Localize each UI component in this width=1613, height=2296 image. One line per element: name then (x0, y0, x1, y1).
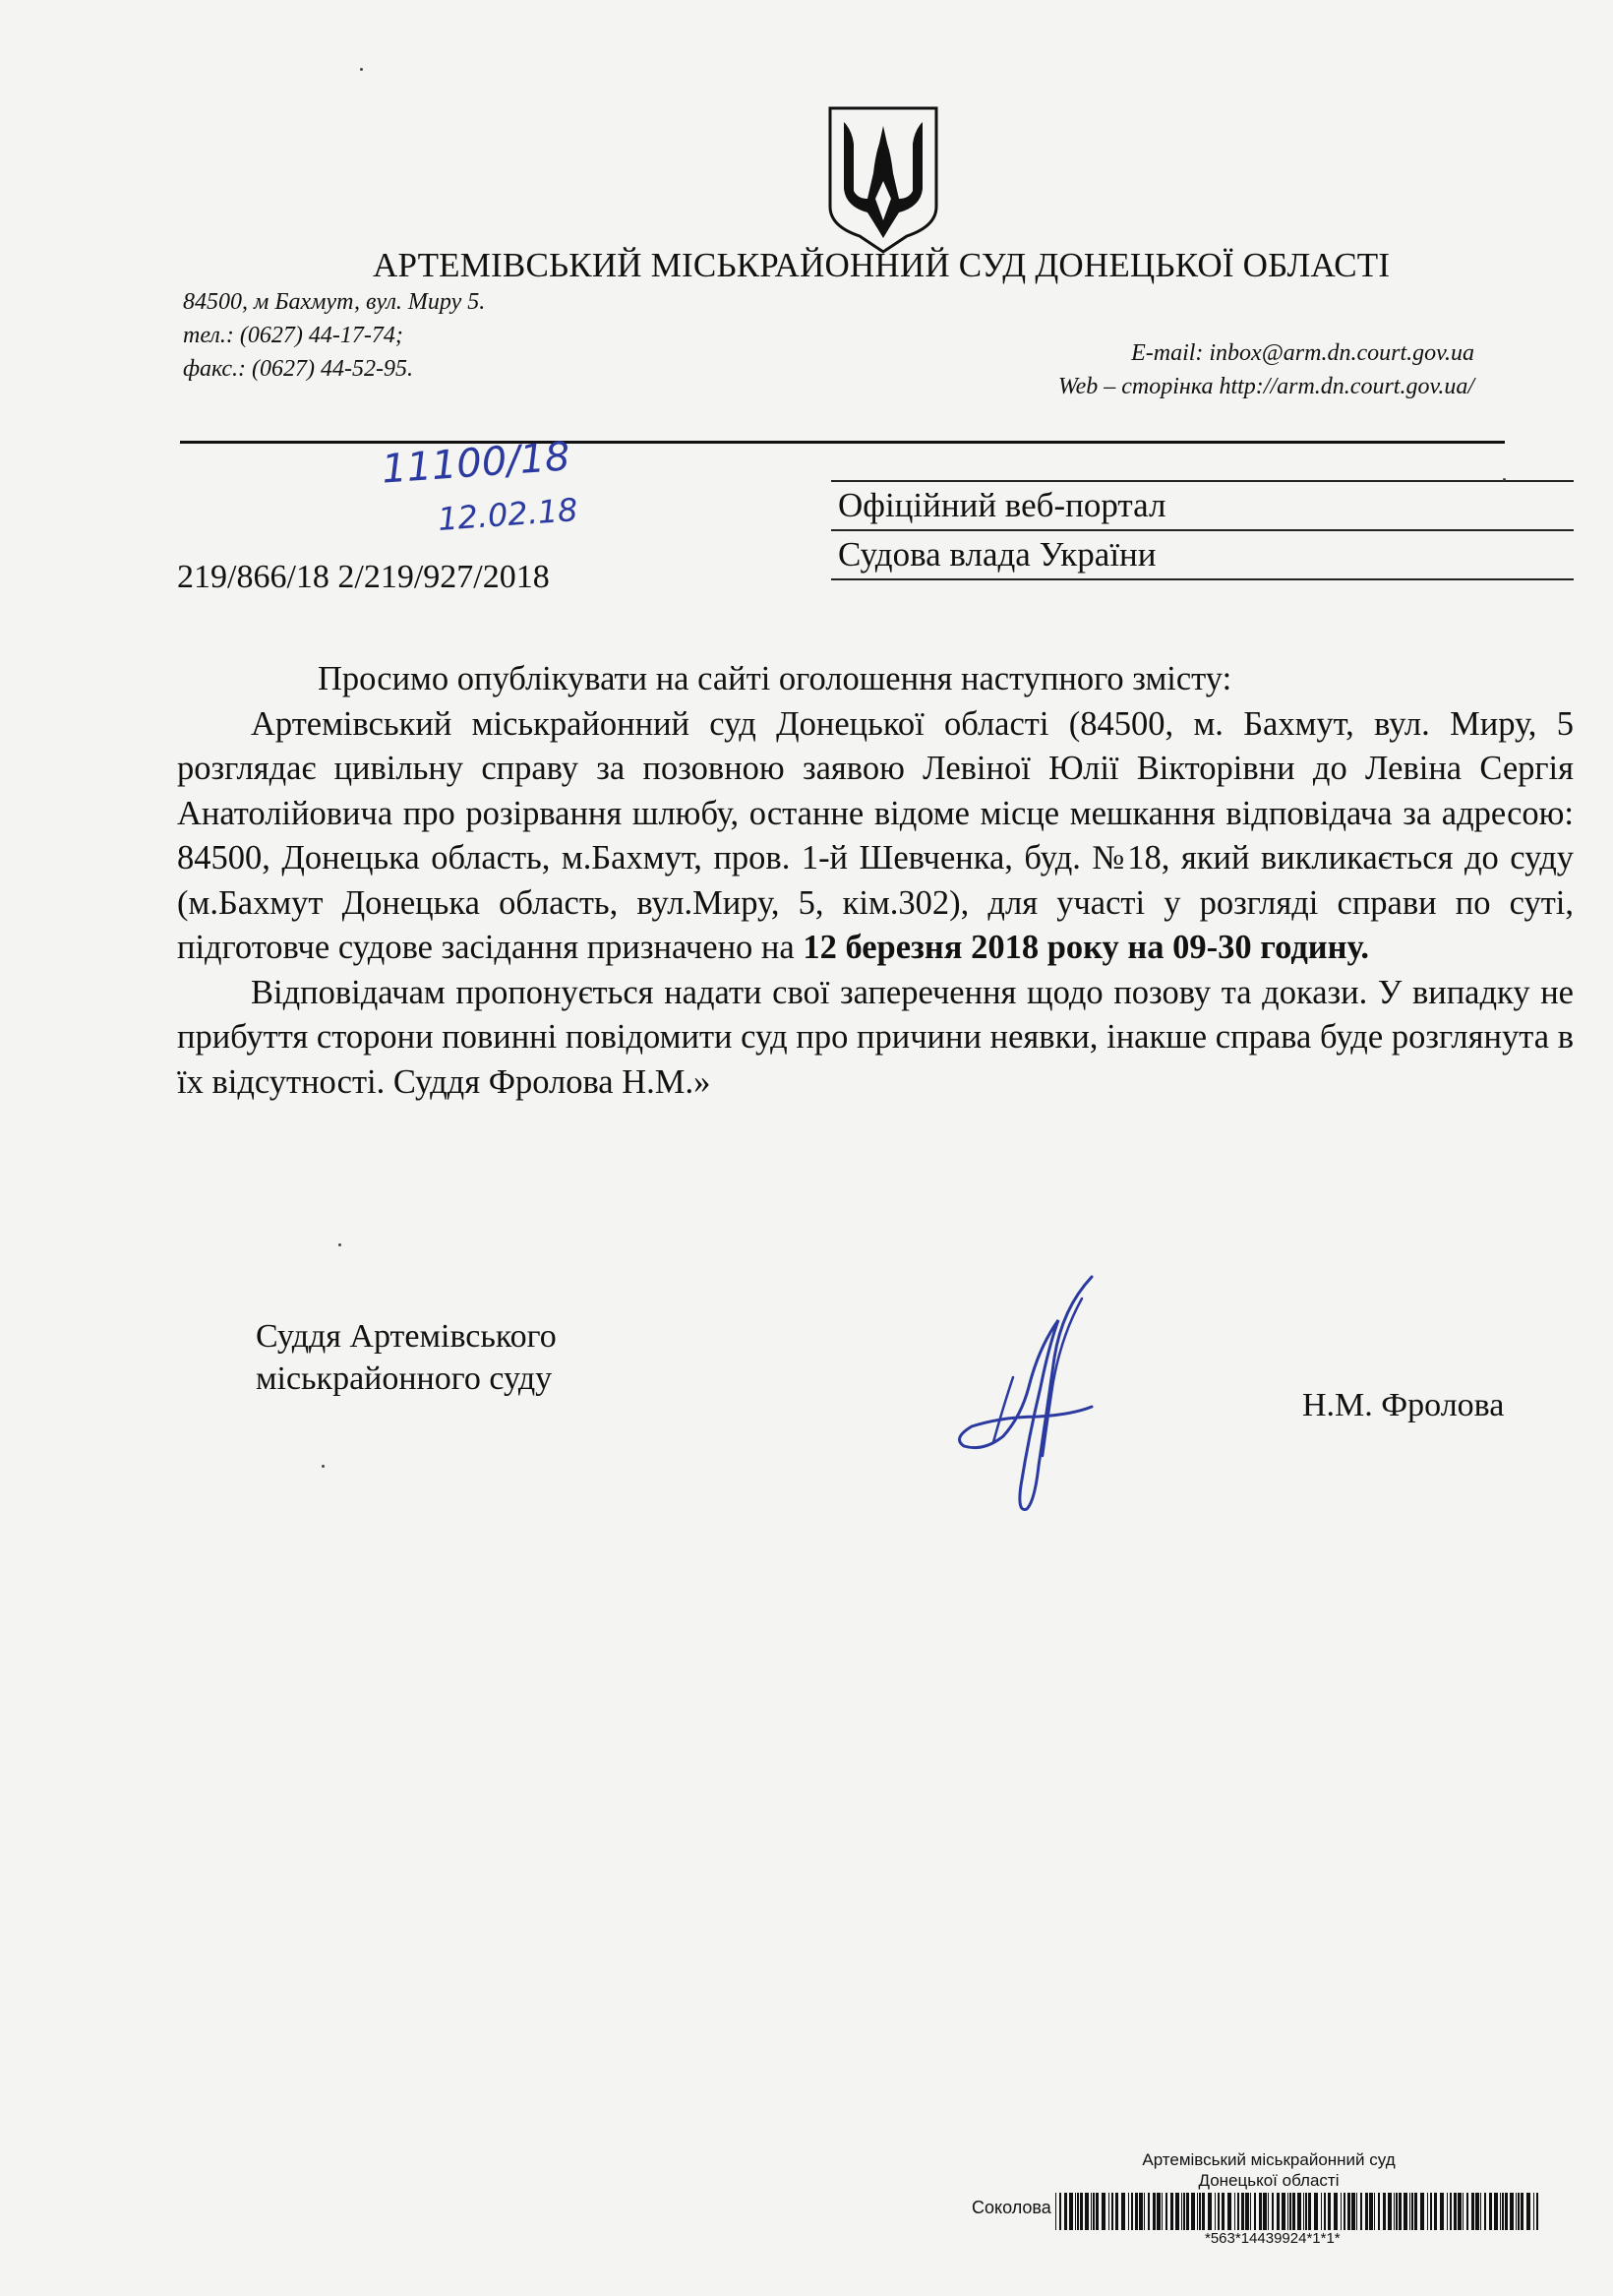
signatory-title-line-1: Суддя Артемівського (256, 1318, 557, 1355)
barcode-bar (1394, 2193, 1395, 2230)
addressee-line-2: Судова влада України (838, 535, 1157, 574)
court-contacts (1058, 336, 1474, 403)
court-email: E-mail: inbox@arm.dn.court.gov.ua (1131, 340, 1474, 366)
barcode-bar (1536, 2193, 1538, 2230)
barcode-bar (1175, 2193, 1179, 2230)
court-address: 84500, м Бахмут, вул. Миру 5. (183, 289, 486, 315)
barcode-bar (1289, 2193, 1291, 2230)
barcode-bar (1374, 2193, 1375, 2230)
barcode-bar (1505, 2193, 1508, 2230)
barcode-bar (1305, 2193, 1307, 2230)
addressee-line-1: Офіційний веб-портал (838, 486, 1166, 524)
barcode-bar (1215, 2193, 1216, 2230)
barcode-bar (1093, 2193, 1095, 2230)
signatory-name: Н.М. Фролова (1302, 1387, 1505, 1423)
scan-speck (1503, 478, 1506, 481)
barcode-bar (1165, 2193, 1167, 2230)
court-name: АРТЕМІВСЬКИЙ МІСЬКРАЙОННИЙ СУД ДОНЕЦЬКОЇ ОБЛАСТІ (373, 246, 1391, 284)
barcode-bar (1222, 2193, 1225, 2230)
barcode-bar (1287, 2193, 1288, 2230)
barcode-bar (1430, 2193, 1432, 2230)
barcode-bar (1344, 2193, 1345, 2230)
registration-clerk-name: Соколова (972, 2198, 1051, 2217)
barcode-bar (1055, 2193, 1056, 2230)
barcode-bar (1202, 2193, 1205, 2230)
barcode-bar (1440, 2193, 1444, 2230)
barcode-bar (1388, 2193, 1392, 2230)
barcode-bar (1484, 2193, 1486, 2230)
barcode-bar (1450, 2193, 1452, 2230)
signatory-title (256, 1315, 557, 1400)
barcode-bar (1365, 2193, 1368, 2230)
barcode-bar (1526, 2193, 1530, 2230)
barcode-bar (1115, 2193, 1118, 2230)
barcode-bar (1518, 2193, 1520, 2230)
barcode-bar (1191, 2193, 1195, 2230)
scan-speck (322, 1465, 325, 1468)
barcode-bar (1108, 2193, 1109, 2230)
barcode-bar (1186, 2193, 1189, 2230)
barcode-bar (1197, 2193, 1198, 2230)
barcode-bar (1516, 2193, 1517, 2230)
barcode-bar (1314, 2193, 1318, 2230)
barcode-bar (1259, 2193, 1262, 2230)
barcode-bar (1135, 2193, 1138, 2230)
barcode-bar (1378, 2193, 1380, 2230)
announcement-paragraph-1 (177, 702, 1574, 971)
barcode-bar (1080, 2193, 1083, 2230)
barcode-bar (1471, 2193, 1474, 2230)
barcode-bar (1297, 2193, 1301, 2230)
barcode-bar (1308, 2193, 1311, 2230)
barcode-bar (1420, 2193, 1424, 2230)
barcode-bar (1334, 2193, 1338, 2230)
barcode-bar (1241, 2193, 1244, 2230)
barcode-bar (1396, 2193, 1398, 2230)
barcode-bar (1533, 2193, 1534, 2230)
handwritten-registration-date: 12.02.18 (436, 491, 579, 538)
barcode-bar (1521, 2193, 1523, 2230)
barcode-bar (1139, 2193, 1143, 2230)
barcode-bar (1268, 2193, 1269, 2230)
barcode-bar (1475, 2193, 1479, 2230)
tryzub-icon (824, 104, 942, 254)
announcement-intro: Просимо опублікувати на сайті оголошення наступного змісту: (318, 660, 1232, 697)
barcode-bar (1399, 2193, 1402, 2230)
barcode-bar (1510, 2193, 1514, 2230)
case-reference-number: 219/866/18 2/219/927/2018 (177, 559, 550, 595)
barcode-bar (1227, 2193, 1231, 2230)
barcode-bar (1447, 2193, 1448, 2230)
barcode-bar (1157, 2193, 1161, 2230)
barcode-bar (1153, 2193, 1156, 2230)
barcode-bar (1128, 2193, 1129, 2230)
barcode-bar (1218, 2193, 1220, 2230)
barcode-bar (1111, 2193, 1113, 2230)
barcode-bar (1356, 2193, 1357, 2230)
registration-stamp-org-line-1: Артемівський міськрайонний суд (1142, 2150, 1396, 2169)
signatory-title-line-2: міськрайонного суду (256, 1360, 553, 1397)
barcode-bar (1282, 2193, 1285, 2230)
barcode-bar (1199, 2193, 1201, 2230)
barcode-bar (1463, 2193, 1464, 2230)
announcement-paragraph-2: Відповідачам пропонується надати свої заперечення щодо позову та докази. У випадку не прибуття сторони повинні повідомити суд про причини неявки, інакше справа буде розглянута в їх відсутності. Суддя Фролова Н.М.» (177, 973, 1574, 1101)
barcode-bar (1414, 2193, 1417, 2230)
barcode-bar (1494, 2193, 1498, 2230)
court-address-block (183, 285, 485, 386)
barcode-bar (1458, 2193, 1462, 2230)
addressee-block (831, 480, 1574, 580)
barcode-bar (1102, 2193, 1105, 2230)
barcode-bar (1077, 2193, 1079, 2230)
barcode-bar (1383, 2193, 1386, 2230)
handwritten-signature (944, 1269, 1111, 1515)
barcode-bar (1360, 2193, 1362, 2230)
barcode-bar (1263, 2193, 1267, 2230)
barcode-bar (1434, 2193, 1437, 2230)
barcode-bar (1500, 2193, 1501, 2230)
barcode-bar (1131, 2193, 1133, 2230)
barcode-bar (1208, 2193, 1212, 2230)
barcode-bar (1245, 2193, 1249, 2230)
barcode-bar (1085, 2193, 1089, 2230)
barcode-bar (1292, 2193, 1295, 2230)
barcode-bar (1144, 2193, 1145, 2230)
barcode-bar (1347, 2193, 1350, 2230)
barcode-bar (1069, 2193, 1073, 2230)
barcode-bar (1324, 2193, 1326, 2230)
handwritten-registration-number: 11100/18 (380, 434, 571, 493)
barcode-bar (1303, 2193, 1304, 2230)
barcode-bar (1234, 2193, 1235, 2230)
barcode-number: *563*14439924*1*1* (1205, 2230, 1341, 2247)
barcode-bar (1096, 2193, 1099, 2230)
barcode-bar (1064, 2193, 1067, 2230)
barcode-bar (1341, 2193, 1342, 2230)
barcode-bar (1075, 2193, 1076, 2230)
barcode-bar (1250, 2193, 1251, 2230)
hearing-date: 12 березня 2018 року на 09-30 годину. (803, 929, 1369, 966)
barcode-bar (1148, 2193, 1150, 2230)
barcode-bar (1254, 2193, 1256, 2230)
barcode-bar (1183, 2193, 1185, 2230)
barcode-bar (1272, 2193, 1274, 2230)
barcode-bar (1480, 2193, 1481, 2230)
header-divider (180, 441, 1505, 444)
barcode-bar (1409, 2193, 1410, 2230)
barcode-bar (1454, 2193, 1457, 2230)
registration-stamp-org-line-2: Донецької області (1198, 2171, 1340, 2190)
barcode-bar (1181, 2193, 1182, 2230)
barcode-bar (1091, 2193, 1092, 2230)
barcode-bar (1427, 2193, 1428, 2230)
barcode-bar (1404, 2193, 1407, 2230)
court-website: Web – сторінка http://arm.dn.court.gov.ua/ (1057, 374, 1474, 399)
barcode-icon (1055, 2193, 1541, 2230)
court-fax: факс.: (0627) 44-52-95. (183, 356, 413, 382)
barcode-bar (1277, 2193, 1280, 2230)
announcement-paragraph-1-text: Артемівський міськрайонний суд Донецької області (84500, м. Бахмут, вул. Миру, 5 розглядає цивільну справу за позовною заявою Левіної Юлії Вікторівни до Левіна Сергія Анатолійовича про розірвання шлюбу, останне відоме місце мешкання відповідача за адресою: 84500, Донецька область, м.Бахмут, пров. 1-й Шевченка, буд. №18, який викликається до суду (м.Бахмут Донецька область, вул.Миру, 5, кім.302), для участі у розгляді справи по суті, підготовче судове засідання призначено на (177, 704, 1574, 966)
scan-speck (338, 1243, 341, 1246)
barcode-bar (1321, 2193, 1322, 2230)
registration-stamp-org (1102, 2149, 1436, 2191)
barcode-bar (1411, 2193, 1413, 2230)
announcement-body (177, 657, 1574, 1105)
barcode-bar (1170, 2193, 1173, 2230)
barcode-bar (1162, 2193, 1163, 2230)
barcode-bar (1059, 2193, 1061, 2230)
scan-speck (360, 68, 363, 71)
barcode-bar (1489, 2193, 1492, 2230)
barcode-bar (1369, 2193, 1373, 2230)
barcode-bar (1328, 2193, 1331, 2230)
barcode-bar (1237, 2193, 1239, 2230)
barcode-bar (1502, 2193, 1504, 2230)
barcode-bar (1351, 2193, 1355, 2230)
barcode-bar (1466, 2193, 1468, 2230)
barcode-bar (1121, 2193, 1125, 2230)
addressee-bottom-line (831, 578, 1574, 580)
court-phone: тел.: (0627) 44-17-74; (183, 323, 403, 348)
